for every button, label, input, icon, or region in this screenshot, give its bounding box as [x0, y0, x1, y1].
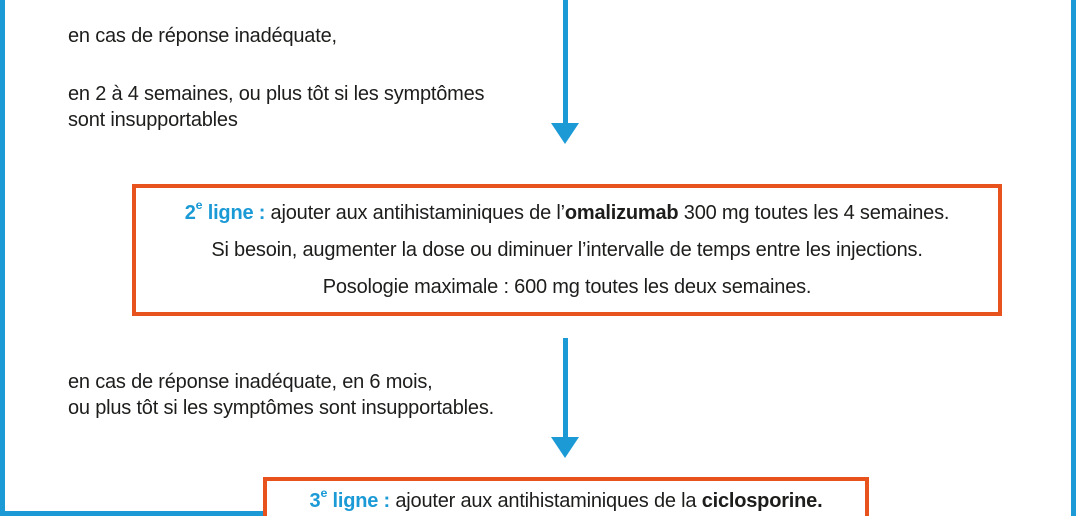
note-line: sont insupportables [68, 109, 238, 131]
down-arrow-shaft-2 [563, 338, 568, 439]
down-arrow-head-1-icon [551, 123, 579, 144]
third-line-treatment-box [263, 477, 869, 516]
second-line-sentence-2: Si besoin, augmenter la dose ou diminuer l’intervalle de temps entre les injections. [211, 239, 923, 261]
second-line-sentence-3: Posologie maximale : 600 mg toutes les deux semaines. [322, 276, 812, 298]
note-line: ou plus tôt si les symptômes sont insupportables. [68, 397, 494, 419]
second-line-treatment-box [132, 184, 1002, 316]
ordinal-superscript: e [320, 486, 328, 501]
note-inadequate-response-mid [68, 369, 494, 421]
second-line-label: 2e ligne : [184, 198, 266, 224]
third-line-label: 3e ligne : [309, 486, 390, 512]
down-arrow-shaft-1 [563, 0, 568, 126]
drug-name-omalizumab: omalizumab [564, 202, 679, 224]
note-inadequate-response-top [68, 23, 484, 133]
frame-border-left [0, 0, 5, 516]
note-line: en cas de réponse inadéquate, en 6 mois, [68, 371, 433, 393]
ordinal-superscript: e [195, 198, 203, 213]
down-arrow-head-2-icon [551, 437, 579, 458]
note-line: en 2 à 4 semaines, ou plus tôt si les symptômes [68, 83, 485, 105]
third-line-sentence: 3e ligne : ajouter aux antihistaminiques de la ciclosporine. [309, 486, 823, 512]
drug-name-ciclosporine: ciclosporine. [701, 490, 823, 512]
second-line-sentence-1: 2e ligne : ajouter aux antihistaminiques de l’omalizumab 300 mg toutes les 4 semaines. [184, 198, 950, 224]
frame-border-right [1071, 0, 1076, 516]
note-line: en cas de réponse inadéquate, [68, 25, 337, 47]
frame-border-bottom-segment [0, 511, 268, 516]
